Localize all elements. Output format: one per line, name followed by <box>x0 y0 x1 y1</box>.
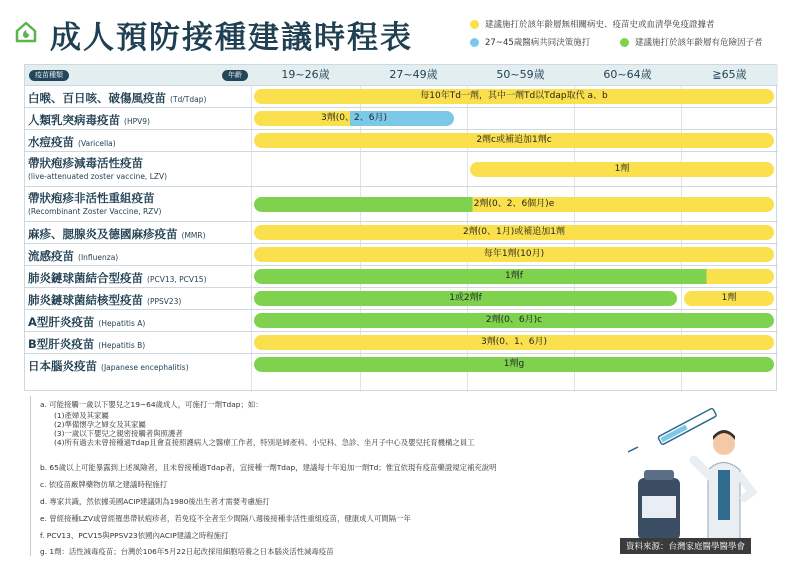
vaccine-name-zh: A型肝炎疫苗 <box>28 315 95 329</box>
footnote: e. 曾經接種LZV或曾經罹患帶狀疱疹者，若免疫不全者至少間隔八週後接種非活性重組疫苗，健康成人可間隔一年 <box>40 514 411 523</box>
schedule-bar: 每年1劑(10月) <box>254 247 774 262</box>
vaccine-name-en: (Td/Tdap) <box>170 95 207 104</box>
age-col-60-64: 60~64歲 <box>603 68 652 81</box>
legend-label: 建議施打於該年齡層無相關病史、疫苗史或血清學免疫證據者 <box>485 20 715 30</box>
page-title: 成人預防接種建議時程表 <box>50 20 413 56</box>
table-row <box>25 243 778 265</box>
vaccine-name <box>28 358 189 374</box>
vaccine-name-en: (Varicella) <box>78 139 116 148</box>
footnote: (2)準備懷孕之婦女及其家屬 <box>54 420 146 429</box>
table-row <box>25 353 778 375</box>
vaccine-name-zh: 肺炎鏈球菌結合型疫苗 <box>28 271 143 285</box>
vaccine-name <box>28 112 150 128</box>
blue-dot-icon <box>470 38 479 47</box>
schedule-bar: 3劑(0、1、6月) <box>254 335 774 350</box>
vaccine-name <box>28 134 116 150</box>
vaccine-name-en: (live-attenuated zoster vaccine, LZV) <box>28 172 168 181</box>
vaccine-name-en: (Recombinant Zoster Vaccine, RZV) <box>28 207 162 216</box>
legend-item-yellow <box>470 18 715 30</box>
header <box>10 8 790 54</box>
footnote: (1)產婦及其家屬 <box>54 411 109 420</box>
table-row <box>25 287 778 309</box>
schedule-bar: 1劑g <box>254 357 774 372</box>
legend-item-green <box>620 36 763 48</box>
vaccine-name-en: (Hepatitis A) <box>98 319 146 328</box>
table-row <box>25 309 778 331</box>
legend-label: 建議施打於該年齡層有危險因子者 <box>635 38 763 48</box>
vaccine-name-en: (HPV9) <box>124 117 150 126</box>
vaccine-name-zh: 日本腦炎疫苗 <box>28 359 97 373</box>
vaccine-name-zh: 肺炎鏈球菌結核型疫苗 <box>28 293 143 307</box>
table-row <box>25 151 778 186</box>
vaccine-name-zh: 水痘疫苗 <box>28 135 74 149</box>
source-credit: 資料來源：台灣家庭醫學醫學會 <box>620 538 751 554</box>
vaccine-name-en: (Japanese encephalitis) <box>101 363 189 372</box>
schedule-bar-65plus: 1劑 <box>684 291 774 306</box>
footnote: (3)一歲以下嬰兒之親密接觸者與照護者 <box>54 429 183 438</box>
schedule-bar: 1或2劑f <box>254 291 677 306</box>
vaccine-name <box>28 90 206 106</box>
vaccine-name-zh: 麻疹、腮腺炎及德國麻疹疫苗 <box>28 227 178 241</box>
age-col-50-59: 50~59歲 <box>496 68 545 81</box>
table-row <box>25 221 778 243</box>
schedule-bar: 2劑(0、2、6個月)e <box>254 197 774 212</box>
vaccine-name-en: (PCV13, PCV15) <box>147 275 207 284</box>
age-col-19-26: 19~26歲 <box>281 68 330 81</box>
green-dot-icon <box>620 38 629 47</box>
vaccine-name-en: (MMR) <box>181 231 206 240</box>
table-header <box>25 65 778 85</box>
table-row <box>25 129 778 151</box>
schedule-bar: 2劑(0、1月)或補追加1劑 <box>254 225 774 240</box>
footnote: d. 專家共識，然依據美國ACIP建議則為1980後出生者才需要考慮施打 <box>40 497 270 506</box>
schedule-bar: 1劑f <box>254 269 774 284</box>
schedule-bar: 每10年Td一劑，其中一劑Td以Tdap取代 a、b <box>254 89 774 104</box>
vaccine-name-zh: 白喉、百日咳、破傷風疫苗 <box>28 91 166 105</box>
footnote: a. 可能接觸一歲以下嬰兒之19~64歲成人，可施打一劑Tdap；如： <box>40 400 263 409</box>
age-badge: 年齡 <box>222 70 248 81</box>
footnote: b. 65歲以上可能暴露到上述風險者，且未曾接種過Tdap者，宜接種一劑Tdap，建議每十年追加一劑Td；惟宜依現有疫苗藥證規定補充說明 <box>40 463 497 472</box>
vaccine-name-en: (PPSV23) <box>147 297 182 306</box>
age-col-27-49: 27~49歲 <box>389 68 438 81</box>
yellow-dot-icon <box>470 20 479 29</box>
schedule-bar: 2劑(0、6月)c <box>254 313 774 328</box>
table-row <box>25 265 778 287</box>
vaccine-name-en: (Hepatitis B) <box>98 341 146 350</box>
vaccine-name-zh: 流感疫苗 <box>28 249 74 263</box>
footnote: (4)所有過去未曾接種過Tdap且會直接照護病人之醫療工作者，特別是婦產科、小兒科、急診、坐月子中心及嬰兒托育機構之員工 <box>54 438 475 447</box>
table-row <box>25 107 778 129</box>
vaccine-name <box>28 226 206 242</box>
vaccine-name <box>28 248 118 264</box>
legend-label: 27~45歲醫病共同決策施打 <box>485 38 591 48</box>
vaccine-type-badge: 疫苗種類 <box>29 70 69 81</box>
vaccine-name <box>28 314 145 330</box>
vaccine-name: 帶狀疱疹非活性重組疫苗 <box>28 191 155 205</box>
home-leaf-logo-icon <box>14 20 38 44</box>
schedule-bar: 3劑(0、2、6月) <box>254 111 454 126</box>
notes-divider <box>30 396 31 556</box>
vaccine-name-zh: 人類乳突病毒疫苗 <box>28 113 120 127</box>
footnote: g. 1劑：活性減毒疫苗；台灣於106年5月22日起改採用細胞培養之日本腦炎活性減毒疫苗 <box>40 547 334 556</box>
table-row <box>25 186 778 221</box>
schedule-table <box>24 64 777 391</box>
legend-item-blue <box>470 36 590 48</box>
footnote: c. 依疫苗廠牌藥物仿單之建議時程施打 <box>40 480 168 489</box>
table-row <box>25 85 778 107</box>
vaccine-name <box>28 270 207 286</box>
schedule-bar: 2劑c或補追加1劑c <box>254 133 774 148</box>
vaccine-name <box>28 336 145 352</box>
doctor-with-syringe-illustration-icon <box>628 400 778 550</box>
vaccine-name: 帶狀疱疹減毒活性疫苗 <box>28 156 143 170</box>
vaccine-name-en: (Influenza) <box>78 253 119 262</box>
table-row <box>25 331 778 353</box>
vaccine-name <box>28 292 181 308</box>
footnote: f. PCV13、PCV15與PPSV23依國內ACIP建議之時程施打 <box>40 531 229 540</box>
schedule-bar: 1劑 <box>470 162 774 177</box>
vaccine-name-zh: B型肝炎疫苗 <box>28 337 95 351</box>
age-col-65plus: ≧65歲 <box>712 68 747 81</box>
